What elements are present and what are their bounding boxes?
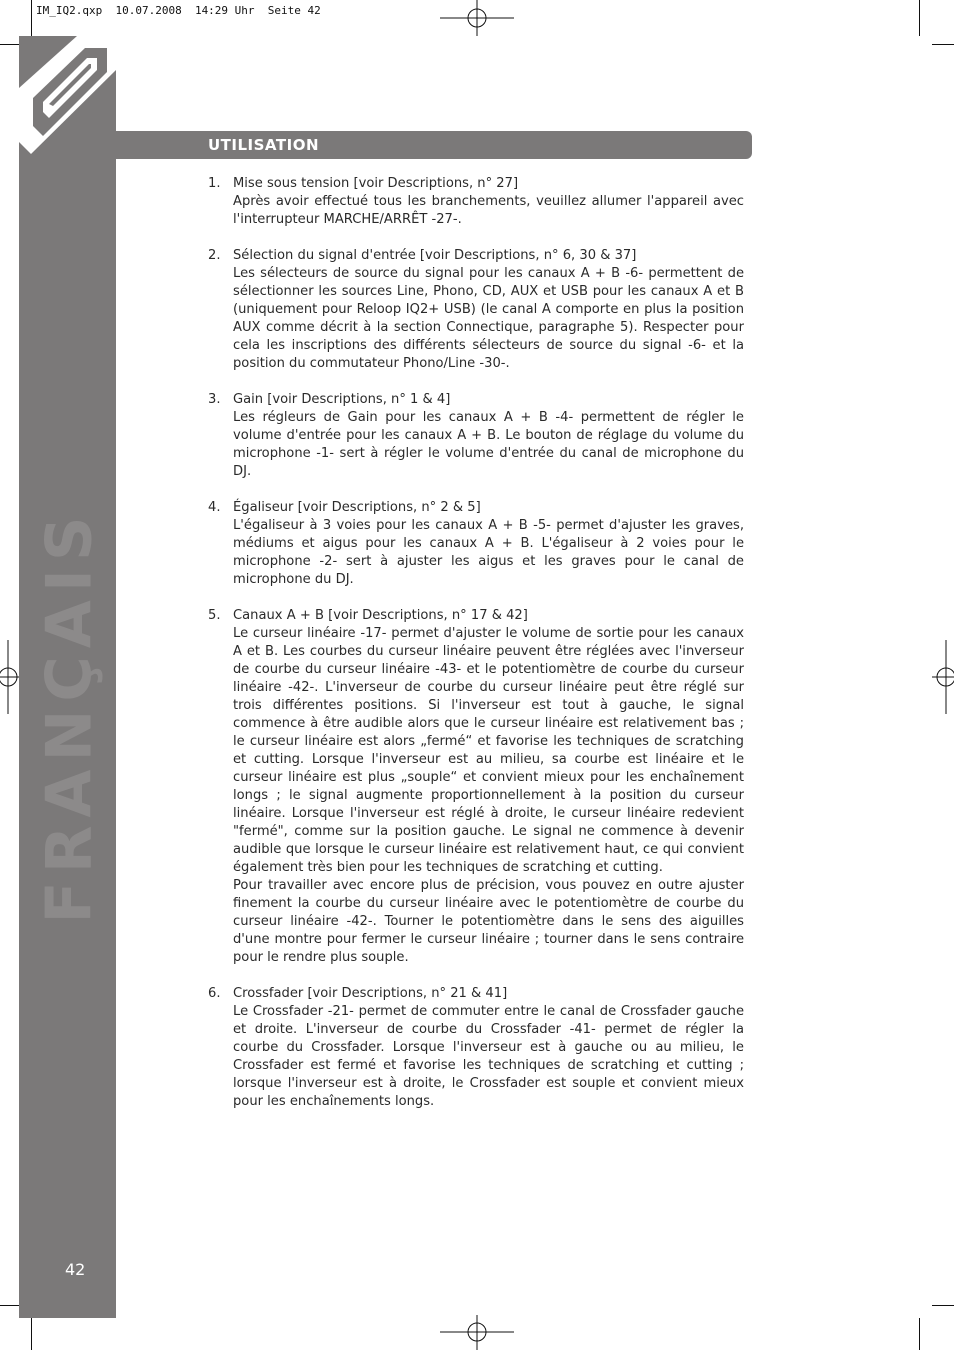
item-number: 3. xyxy=(208,392,221,407)
item-number: 6. xyxy=(208,986,221,1001)
page-number: 42 xyxy=(65,1260,86,1279)
item-number: 5. xyxy=(208,608,221,623)
list-item-5 xyxy=(208,607,744,967)
item-number: 4. xyxy=(208,500,221,515)
item-paragraph: Pour travailler avec encore plus de précision, vous pouvez en outre ajuster finement la courbe du curseur linéaire avec le potentiomètre de courbe du curseur linéaire -42-. Tourner le potentiomètre dans le sens des aiguilles d'une montre pour fermer le curseur linéaire ; tourner dans le sens contraire pour le rendre plus souple. xyxy=(233,878,744,965)
instructions-list xyxy=(208,175,744,1129)
registration-mark-bottom xyxy=(440,1315,514,1350)
list-item-2 xyxy=(208,247,744,373)
list-item-4 xyxy=(208,499,744,589)
item-title: Sélection du signal d'entrée [voir Descriptions, n° 6, 30 & 37] xyxy=(233,248,637,263)
item-paragraph: Les régleurs de Gain pour les canaux A + B -4- permettent de régler le volume d'entrée pour les canaux A + B. Le bouton de réglage du volume du microphone -1- sert à régler le volume d'entrée du canal de microphone du DJ. xyxy=(233,410,744,479)
item-paragraph: L'égaliseur à 3 voies pour les canaux A + B -5- permet d'ajuster les graves, médiums et aigus pour les canaux A + B. L'égaliseur à 2 voies pour le microphone -2- sert à ajuster les aigus et les graves pour le canal de microphone du DJ. xyxy=(233,518,744,587)
list-item-6 xyxy=(208,985,744,1111)
section-header xyxy=(116,131,752,159)
item-title: Canaux A + B [voir Descriptions, n° 17 & 42] xyxy=(233,608,528,623)
item-title: Égaliseur [voir Descriptions, n° 2 & 5] xyxy=(233,500,481,515)
item-title: Gain [voir Descriptions, n° 1 & 4] xyxy=(233,392,451,407)
registration-mark-right xyxy=(932,640,954,714)
item-number: 1. xyxy=(208,176,221,191)
list-item-1 xyxy=(208,175,744,229)
item-paragraph: Le Crossfader -21- permet de commuter entre le canal de Crossfader gauche et droite. L'inverseur de courbe du Crossfader -41- permet de régler la courbe du Crossfader. Lorsque l'inverseur est à gauche ou au milieu, le Crossfader est fermé et favorise les techniques de scratching et cutting ; lorsque l'inverseur est à droite, le Crossfader est souple et convient mieux pour les enchaînements longs. xyxy=(233,1004,744,1109)
section-title: UTILISATION xyxy=(208,136,319,154)
item-paragraph: Après avoir effectué tous les branchements, veuillez allumer l'appareil avec l'interrupteur MARCHE/ARRÊT -27-. xyxy=(233,194,744,227)
list-item-3 xyxy=(208,391,744,481)
brand-logo-icon xyxy=(19,36,116,166)
item-title: Crossfader [voir Descriptions, n° 21 & 41] xyxy=(233,986,508,1001)
print-slug: IM_IQ2.qxp 10.07.2008 14:29 Uhr Seite 42 xyxy=(36,4,321,17)
item-number: 2. xyxy=(208,248,221,263)
item-paragraph: Les sélecteurs de source du signal pour les canaux A + B -6- permettent de sélectionner les sources Line, Phono, CD, AUX et USB pour les canaux A et B (uniquement pour Reloop IQ2+ USB) (le canal A comporte en plus la position AUX comme décrit à la section Connectique, paragraphe 5). Respecter pour cela les inscriptions des différents sélecteurs de source du signal -6- et la position du commutateur Phono/Line -30-. xyxy=(233,266,744,371)
language-tab-label: FRANÇAIS xyxy=(32,508,106,924)
registration-mark-top xyxy=(440,0,514,36)
language-sidebar xyxy=(19,36,116,1318)
item-paragraph: Le curseur linéaire -17- permet d'ajuster le volume de sortie pour les canaux A et B. Les courbes du curseur linéaire peuvent être réglées avec l'inverseur de courbe du curseur linéaire -43- et le potentiomètre de courbe du curseur linéaire -42-. L'inverseur de courbe du curseur linéaire peut être réglé sur trois différentes positions. Si l'inverseur est tout à gauche, le signal commence à être audible alors que le curseur linéaire est relativement bas ; le curseur linéaire est alors „fermé“ et favorise les techniques de scratching et cutting. Lorsque l'inverseur est au milieu, sa courbe est linéaire et le curseur linéaire est plus „souple“ et convient mieux pour les enchaînement longs ; le signal augmente proportionnellement à la position du curseur linéaire. Lorsque l'inverseur est réglé à droite, le curseur linéaire redevient "fermé", comme sur la position gauche. Le signal ne commence à devenir audible que lorsque le curseur linéaire est relativement haut, ce qui convient également très bien pour les techniques de scratching et cutting. xyxy=(233,626,744,875)
item-title: Mise sous tension [voir Descriptions, n° 27] xyxy=(233,176,519,191)
